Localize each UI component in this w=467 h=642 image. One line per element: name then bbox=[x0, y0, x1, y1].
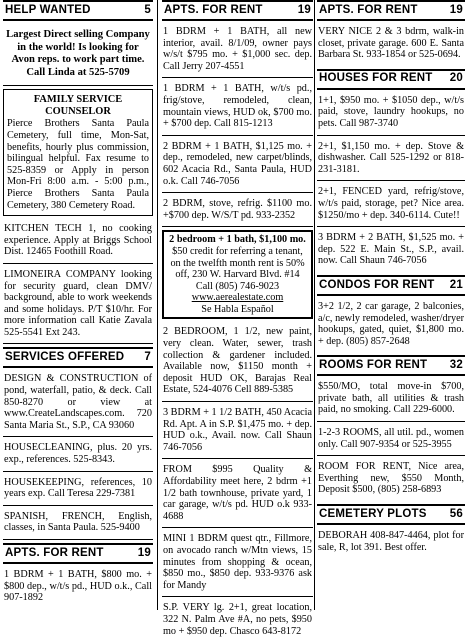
section-number: 19 bbox=[137, 546, 151, 559]
avon-ad: Largest Direct selling Company in the world! Is looking for Avon reps. to work part time. Call Linda at 525-5709 bbox=[3, 24, 153, 86]
featured-spanish: Se Habla Español bbox=[201, 303, 274, 315]
classified-ad: 3+2 1/2, 2 car garage, 2 balconies, a/c, newly remodeled, washer/dryer hookups, gated, quiet, $1,800 mo. + dep. (805) 857-2648 bbox=[318, 300, 464, 347]
classified-ad: 1 BDRM + 1 BATH, w/t/s pd., frig/stove, remodeled, clean, mountain views, HUD ok, $700 mo. + $700 dep. Call 815-1213 bbox=[162, 81, 313, 135]
section-title: SERVICES OFFERED bbox=[5, 351, 125, 364]
section-number: 20 bbox=[449, 72, 463, 85]
section-header-apts bbox=[162, 0, 313, 21]
section-title: ROOMS FOR RENT bbox=[319, 358, 428, 371]
section-header-cemetery bbox=[317, 504, 465, 525]
classified-ad: 1-2-3 ROOMS, all util. pd., women only. Call 907-9354 or 525-3955 bbox=[317, 425, 465, 456]
section-header-condos bbox=[317, 275, 465, 296]
classified-ad: 2+1, FENCED yard, refrig/stove, w/t/s paid, storage, pet? Nice area. $1250/mo + dep. 340-6114. Cute!! bbox=[317, 184, 465, 227]
classified-ad: SPANISH, FRENCH, English, classes, in Santa Paula. 525-9400 bbox=[3, 509, 153, 540]
section-header-services bbox=[3, 347, 153, 368]
column-divider bbox=[157, 0, 158, 610]
classified-ad: 2 BDRM + 1 BATH, $1,125 mo. + dep., remodeled, new carpet/blinds, 602 Acacia Rd., Santa Paula, HUD o.k. Call 746-7056 bbox=[162, 139, 313, 193]
classified-ad: HOUSEKEEPING, references, 10 years exp. Call Teresa 229-7381 bbox=[3, 475, 153, 506]
classified-ad: S.P. VERY lg. 2+1, great location, 322 N. Palm Ave #A, no pets, $950 mo + $950 dep. Chasco 643-8172 bbox=[163, 602, 312, 637]
column-2 bbox=[162, 0, 313, 637]
section-header-apts bbox=[317, 0, 465, 21]
featured-title: 2 bedroom + 1 bath, $1,100 mo. bbox=[169, 234, 306, 246]
section-number: 19 bbox=[297, 3, 311, 16]
section-number: 56 bbox=[449, 507, 463, 520]
section-title: APTS. FOR RENT bbox=[5, 546, 104, 559]
classified-ad: 2 BDRM, stove, refrig. $1100 mo. +$700 dep. W/S/T pd. 933-2352 bbox=[162, 196, 313, 227]
section-title: APTS. FOR RENT bbox=[319, 3, 418, 16]
counselor-title: FAMILY SERVICE COUNSELOR bbox=[33, 94, 123, 118]
section-number: 21 bbox=[449, 278, 463, 291]
column-1 bbox=[3, 0, 153, 610]
classified-ad: ROOM FOR RENT, Nice area, Everthing new, $550 Month, Deposit $500, (805) 258-6893 bbox=[318, 461, 464, 496]
featured-body: $50 credit for referring a tenant, on the twelfth month rent is 50% off, 230 W. Harvard Blvd. #14 Call (805) 746-9023 bbox=[170, 245, 305, 292]
section-header-help-wanted bbox=[3, 0, 153, 21]
section-title: CEMETERY PLOTS bbox=[319, 507, 427, 520]
classified-ad: DESIGN & CONSTRUCTION of pond, waterfall, patio, & deck. Call 850-8270 or view at www.CreateLandscapes.com. 720 Santa Maria St., S.P., CA 93060 bbox=[3, 371, 153, 437]
classified-ad: FROM $995 Quality & Affordability meet here, 2 bdrm +1 1/2 bath townhouse, private yard, 1 car garage, w/t/s pd. HUD o.k 933-4688 bbox=[162, 462, 313, 528]
classified-ad: 2 BEDROOM, 1 1/2, new paint, very clean. Water, sewer, trash collection & gardener included. Available now, $1150 month + deposit HUD OK, Barajas Real Estate, 524-4076 Cell 889-5385 bbox=[162, 324, 313, 402]
classified-ad: 3 BDRM + 2 BATH, $1,525 mo. + dep. 522 E. Main St., S.P., avail. now. Call Shaun 746-7056 bbox=[318, 232, 464, 267]
section-header-apts bbox=[3, 543, 153, 564]
classified-ad: HOUSECLEANING, plus. 20 yrs. exp., references. 525-8343. bbox=[3, 440, 153, 471]
section-number: 7 bbox=[144, 351, 151, 364]
classified-ad: 2+1, $1,150 mo. + dep. Stove & dishwasher. Call 525-1292 or 818-231-3181. bbox=[317, 139, 465, 182]
section-title: HELP WANTED bbox=[5, 3, 91, 16]
classified-ad: VERY NICE 2 & 3 bdrm, walk-in closet, private garage. 600 E. Santa Barbara St. 933-1854 or 525-0694. bbox=[318, 26, 464, 61]
section-title: HOUSES FOR RENT bbox=[319, 72, 433, 85]
section-number: 5 bbox=[144, 3, 151, 16]
featured-url-link[interactable]: www.aerealestate.com bbox=[191, 292, 284, 304]
section-header-houses bbox=[317, 69, 465, 90]
featured-ad bbox=[162, 230, 313, 319]
classified-ad: $550/MO, total move-in $700, private bath, all utilities & trash paid, no smoking. Call 229-6000. bbox=[317, 379, 465, 422]
section-title: APTS. FOR RENT bbox=[164, 3, 263, 16]
classified-ad: 1+1, $950 mo. + $1050 dep., w/t/s paid, stove, laundry hookups, no pets. Call 987-3740 bbox=[317, 93, 465, 136]
classified-ad: LIMONEIRA COMPANY looking for security guard, clean DMV/ background, able to work weekends and some holidays. P/T $10/hr. For more information call Katie Zavala 525-5541 Ext 243. bbox=[3, 267, 153, 345]
classified-ad: 3 BDRM + 1 1/2 BATH, 450 Acacia Rd. Apt. A in S.P. $1,475 mo. + dep. HUD o.k., Avail. now. Call Shaun 746-7056 bbox=[162, 405, 313, 459]
classified-ad: 1 BDRM + 1 BATH, all new interior, avail. 8/1/09, owner pays w/s/t $795 mo. + $1,000 sec. dep. Call Jerry 207-4551 bbox=[162, 24, 313, 78]
column-3 bbox=[317, 0, 465, 610]
classified-ad: MINI 1 BDRM quest qtr., Fillmore, on avocado ranch w/Mtn views, 15 minutes from shopping & ocean, $850 mo., $850 dep. 933-9376 ask for Mandy bbox=[162, 531, 313, 597]
section-number: 19 bbox=[449, 3, 463, 16]
counselor-body: Pierce Brothers Santa Paula Cemetery, full time, Mon-Sat, benefits, hourly plus commission, bilingual helpful. Fax resume to 525-8359 or Apply in person Mon-Fri 8:00 a.m. - 5:00 p.m., Pierce Brothers Santa Paula Cemetery, 380 Cemetery Road. bbox=[7, 118, 149, 211]
section-title: CONDOS FOR RENT bbox=[319, 278, 435, 291]
section-number: 32 bbox=[449, 358, 463, 371]
column-divider bbox=[314, 0, 315, 610]
classified-ad: KITCHEN TECH 1, no cooking experience. Apply at Briggs School Dist. 12465 Foothill Road. bbox=[3, 221, 153, 264]
counselor-ad bbox=[3, 89, 153, 216]
classified-ad: DEBORAH 408-847-4464, plot for sale, R, lot 391. Best offer. bbox=[318, 530, 464, 553]
classified-ad: 1 BDRM + 1 BATH, $800 mo. + $800 dep., w/t/s pd., HUD o.k., Call 907-1892 bbox=[4, 569, 152, 604]
section-header-rooms bbox=[317, 355, 465, 376]
